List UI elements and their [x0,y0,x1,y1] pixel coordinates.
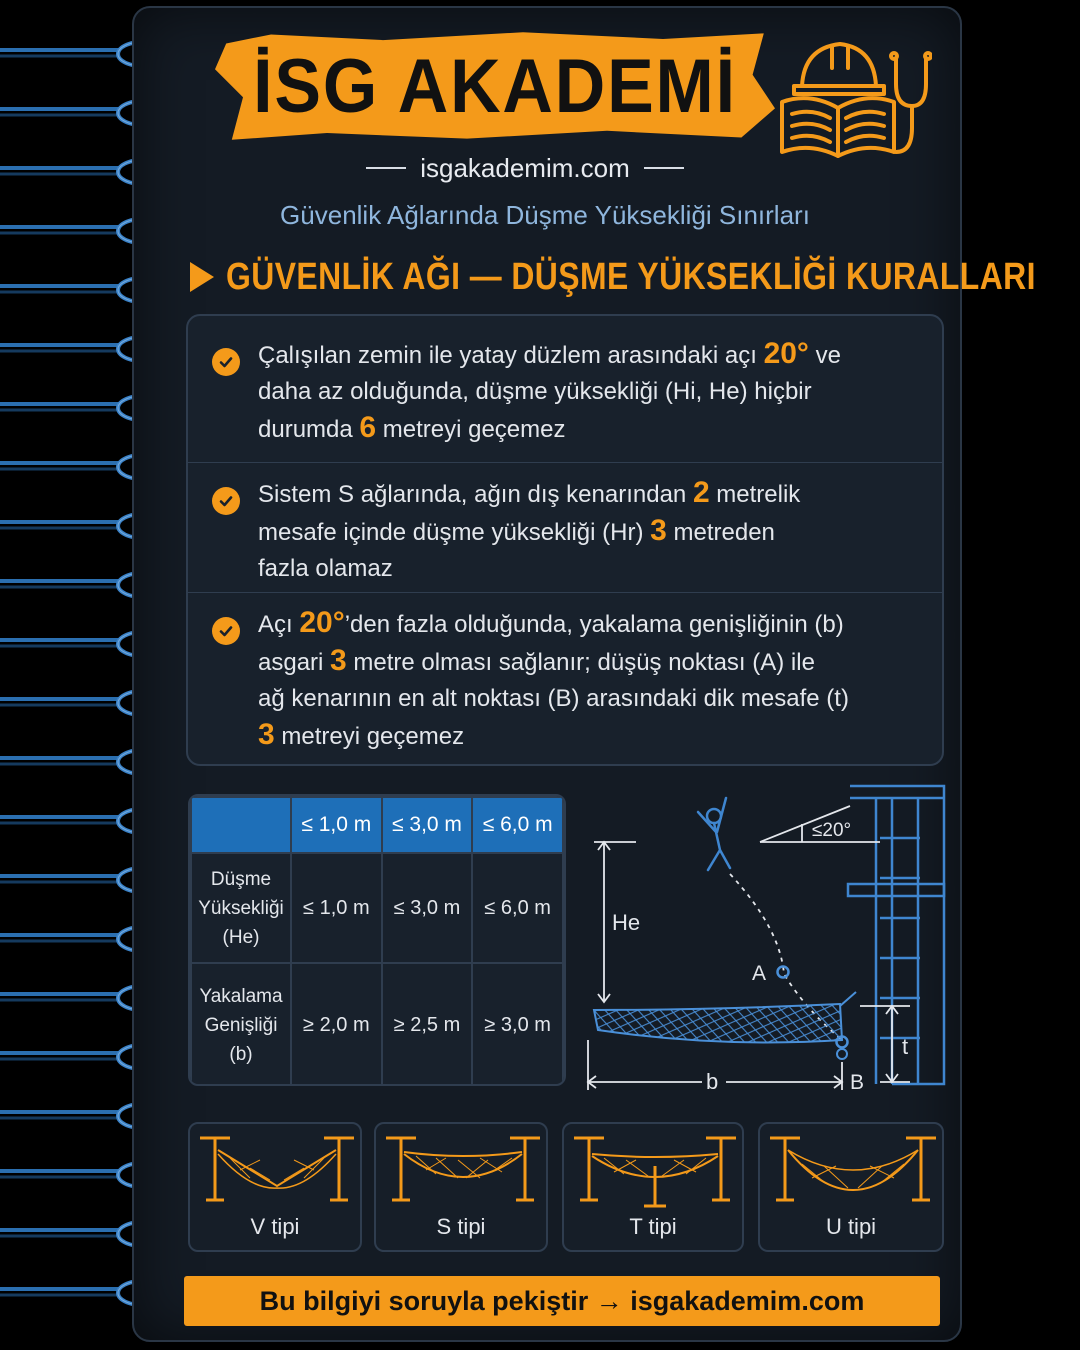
v-net-icon [190,1130,364,1210]
falling-worker-icon [698,798,730,870]
brand-title: İSG AKADEMİ [253,43,737,129]
fall-net-diagram [580,778,950,1098]
table-cell: ≤ 1,0 m [291,853,382,963]
table-header [191,797,291,853]
rule-line: fazla olamaz [258,555,393,582]
rule-line: asgari 3 metre olması sağlanır; düşüş noktası (A) ile [258,644,815,677]
limits-table [188,794,566,1086]
check-circle-icon [212,348,240,376]
highlight-number: 3 [330,644,347,677]
rule-line: durumda 6 metreyi geçemez [258,411,566,444]
site-row [360,150,690,186]
net-anchor [837,1049,847,1059]
s-net-icon [376,1130,550,1210]
highlight-number: 20° [763,337,809,370]
t-label: t [902,1034,909,1059]
table-cell: ≥ 3,0 m [472,963,563,1086]
helmet-book-stethoscope-icon [762,28,932,168]
safety-net [594,1004,842,1042]
cta-banner[interactable]: Bu bilgiyi soruyla pekiştir → isgakademim.com [184,1276,940,1326]
u-net-icon [760,1130,946,1210]
net-types [188,1122,944,1254]
table-header: ≤ 1,0 m [291,797,382,853]
divider [366,167,406,169]
rule-item [188,592,942,764]
building-structure [848,786,944,1084]
net-type-label: S tipi [436,1214,486,1239]
table-cell: ≤ 3,0 m [382,853,473,963]
row-label: Yakalama Genişliği (b) [191,963,291,1086]
rule-line: 3 metreyi geçemez [258,718,465,751]
rule-line: daha az olduğunda, düşme yüksekliği (Hi, He) hiçbir [258,378,812,405]
rule-line: Açı 20°’den fazla olduğunda, yakalama genişliğinin (b) [258,606,844,639]
table-cell: ≥ 2,0 m [291,963,382,1086]
point-a-label: A [752,962,767,985]
rule-line: ağ kenarının en alt noktası (B) arasındaki dik mesafe (t) [258,685,849,712]
t-net-icon [564,1130,746,1210]
highlight-number: 2 [692,476,710,509]
rule-line: mesafe içinde düşme yüksekliği (Hr) 3 metreden [258,514,775,547]
rules-box [186,314,944,766]
he-label: He [612,910,641,935]
check-circle-icon [212,617,240,645]
table-cell: ≤ 6,0 m [472,853,563,963]
point-b-label: B [850,1071,865,1094]
table-row [191,963,563,1086]
net-type-label: T tipi [629,1214,677,1239]
check-circle-icon [212,487,240,515]
table-header: ≤ 3,0 m [382,797,473,853]
angle-label: ≤20° [812,820,852,841]
rule-item [188,462,942,596]
subtitle: Güvenlik Ağlarında Düşme Yüksekliği Sınırları [280,200,810,230]
net-type-v [188,1122,362,1252]
section-title [190,252,1036,302]
b-label: b [706,1069,719,1094]
net-type-s [374,1122,548,1252]
table-header: ≤ 6,0 m [472,797,563,853]
play-triangle-icon [190,262,214,292]
net-type-label: U tipi [825,1214,877,1239]
highlight-number: 6 [359,411,377,444]
table-row [191,853,563,963]
site-url[interactable]: isgakademim.com [420,152,630,183]
net-type-t [562,1122,744,1252]
rule-item [188,336,942,466]
highlight-number: 3 [650,514,667,547]
table-cell: ≥ 2,5 m [382,963,473,1086]
net-type-u [758,1122,944,1252]
divider [644,167,684,169]
highlight-number: 3 [258,718,275,751]
rule-line: Sistem S ağlarında, ağın dış kenarından 2 metrelik [258,476,801,509]
section-title-text: GÜVENLİK AĞI — DÜŞME YÜKSEKLİĞİ KURALLARI [226,255,1036,298]
rule-line: Çalışılan zemin ile yatay düzlem arasındaki açı 20° ve [258,337,841,370]
net-type-label: V tipi [250,1214,300,1239]
row-label: Düşme Yüksekliği (He) [191,853,291,963]
highlight-number: 20° [299,606,345,639]
